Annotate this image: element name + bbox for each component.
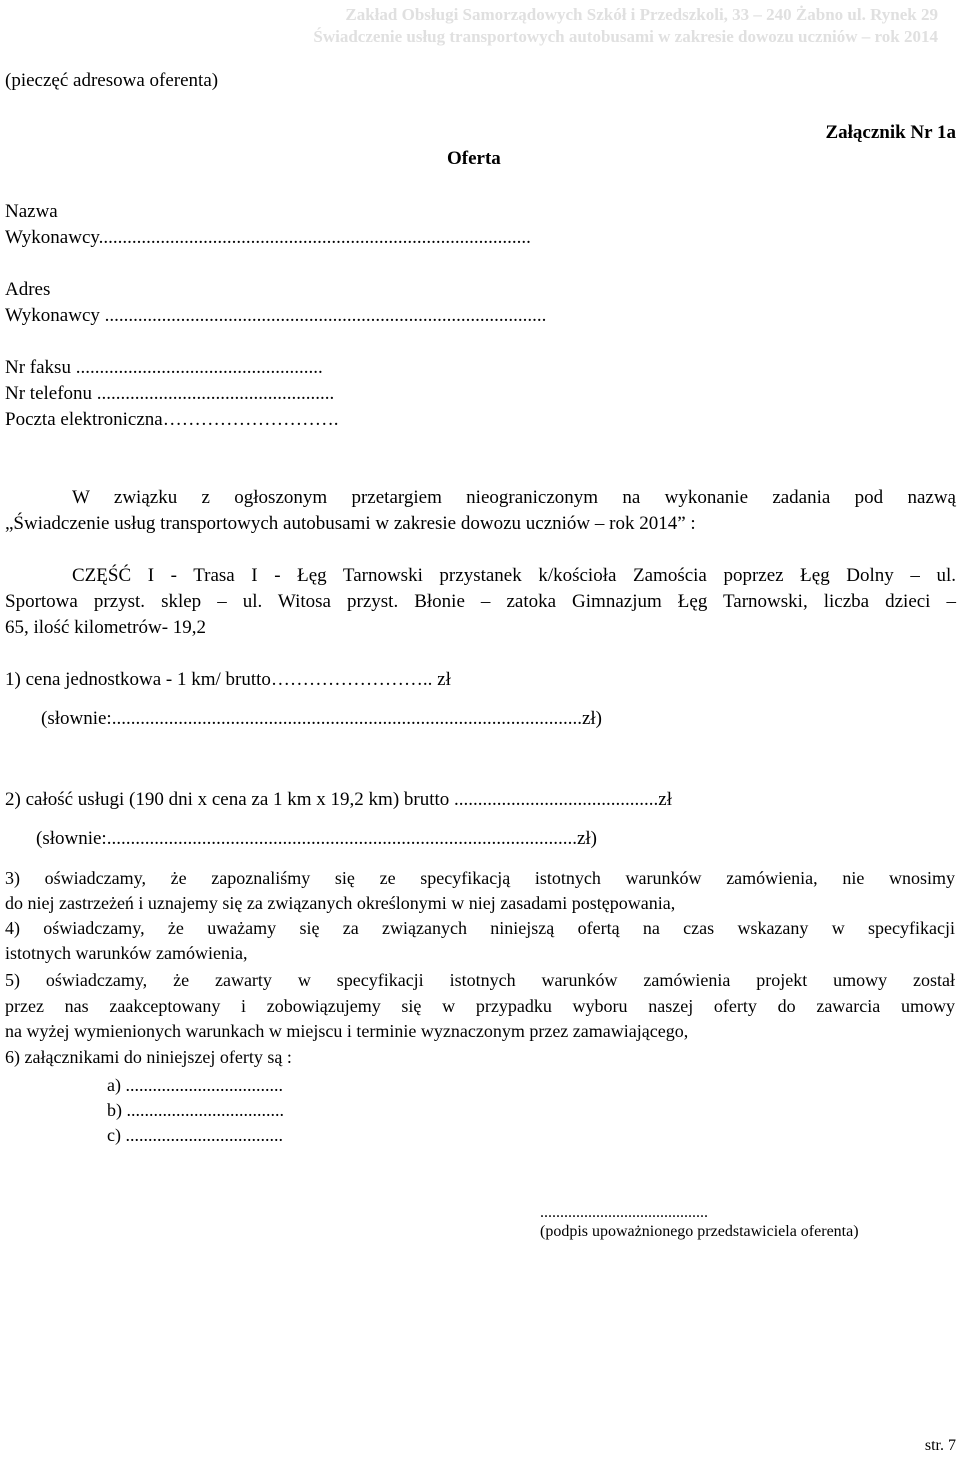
attachment-c: c) ................................... bbox=[107, 1125, 283, 1145]
name-field: Wykonawcy........................................................................................... bbox=[5, 227, 531, 248]
header-subject: Świadczenie usług transportowych autobusami w zakresie dowozu uczniów – rok 2014 bbox=[313, 27, 938, 46]
item-4-line-2: istotnych warunków zamówienia, bbox=[5, 943, 248, 963]
item-4-line-1: 4) oświadczamy, że uważamy się za związanych niniejszą ofertą na czas wskazany w specyfikacji bbox=[5, 918, 955, 938]
part-line-2: Sportowa przyst. sklep – ul. Witosa przyst. Błonie – zatoka Gimnazjum Łęg Tarnowski, liczba dzieci – bbox=[5, 591, 956, 612]
attachment-a: a) ................................... bbox=[107, 1075, 283, 1095]
signature-line: .......................................... bbox=[540, 1204, 708, 1221]
item-total-price: 2) całość usługi (190 dni x cena za 1 km x 19,2 km) brutto ...........................................zł bbox=[5, 789, 673, 810]
address-field: Wykonawcy ............................................................................................. bbox=[5, 305, 547, 326]
item-5-line-2: przez nas zaakceptowany i zobowiązujemy się w przypadku wyboru naszej oferty do zawarcia umowy bbox=[5, 996, 955, 1016]
document-title: Oferta bbox=[447, 148, 501, 169]
fax-field: Nr faksu .................................................... bbox=[5, 357, 323, 378]
address-label: Adres bbox=[5, 279, 51, 300]
attachment-b: b) ................................... bbox=[107, 1100, 284, 1120]
intro-line-2: „Świadczenie usług transportowych autobusami w zakresie dowozu uczniów – rok 2014” : bbox=[5, 513, 696, 534]
page-number: str. 7 bbox=[924, 1437, 956, 1454]
item-3-line-1: 3) oświadczamy, że zapoznaliśmy się ze specyfikacją istotnych warunków zamówienia, nie wnosimy bbox=[5, 868, 955, 888]
phone-field: Nr telefonu .................................................. bbox=[5, 383, 335, 404]
item-total-price-words: (słownie:...................................................................................................zł) bbox=[36, 828, 598, 849]
item-unit-price-words: (słownie:...................................................................................................zł) bbox=[41, 708, 603, 729]
name-label: Nazwa bbox=[5, 201, 58, 222]
part-line-3: 65, ilość kilometrów- 19,2 bbox=[5, 617, 207, 638]
item-3-line-2: do niej zastrzeżeń i uznajemy się za związanych określonymi w niej zasadami postępowania, bbox=[5, 893, 676, 913]
email-field: Poczta elektroniczna………………………. bbox=[5, 409, 339, 430]
signature-label: (podpis upoważnionego przedstawiciela oferenta) bbox=[540, 1223, 859, 1240]
intro-line-1: W związku z ogłoszonym przetargiem nieograniczonym na wykonanie zadania pod nazwą bbox=[72, 487, 956, 508]
attachment-label: Załącznik Nr 1a bbox=[825, 122, 956, 143]
item-unit-price: 1) cena jednostkowa - 1 km/ brutto…………………….. zł bbox=[5, 669, 451, 690]
part-line-1: CZĘŚĆ I - Trasa I - Łęg Tarnowski przystanek k/kościoła Zamościa poprzez Łęg Dolny – ul. bbox=[72, 565, 956, 586]
item-5-line-3: na wyżej wymienionych warunkach w miejscu i terminie wyznaczonym przez zamawiającego, bbox=[5, 1021, 689, 1041]
stamp-label: (pieczęć adresowa oferenta) bbox=[5, 70, 219, 91]
item-6: 6) załącznikami do niniejszej oferty są : bbox=[5, 1047, 292, 1067]
header-institution: Zakład Obsługi Samorządowych Szkół i Przedszkoli, 33 – 240 Żabno ul. Rynek 29 bbox=[345, 5, 938, 24]
item-5-line-1: 5) oświadczamy, że zawarty w specyfikacji istotnych warunków zamówienia projekt umowy został bbox=[5, 970, 955, 990]
